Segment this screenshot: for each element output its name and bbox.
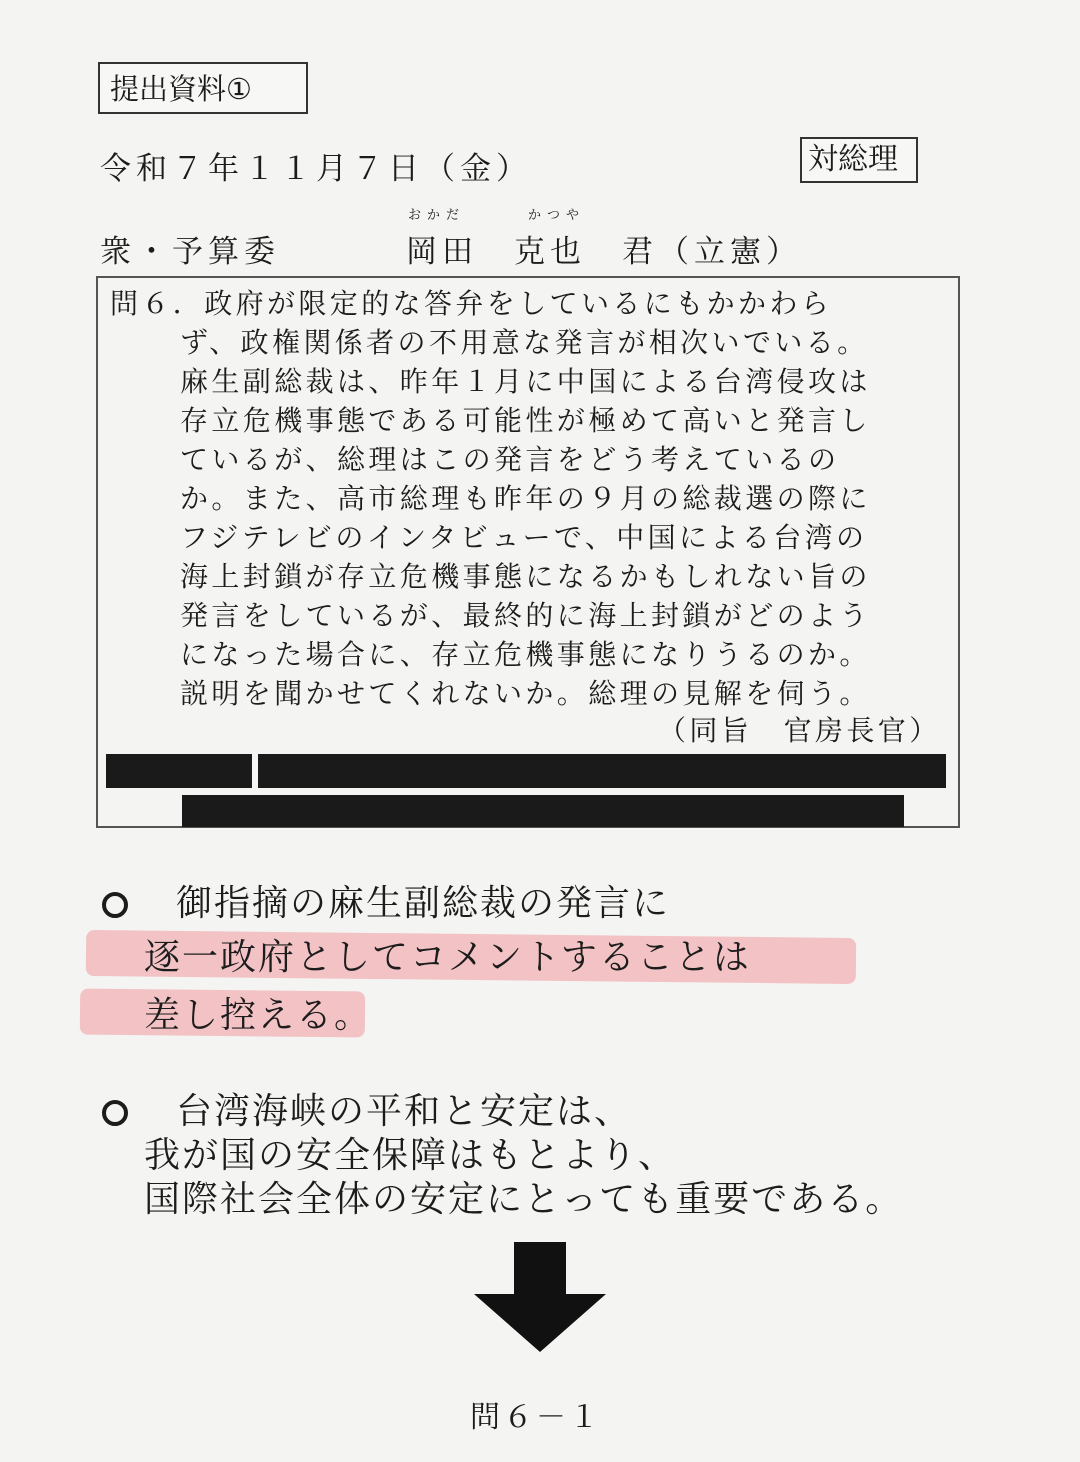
bullet-circle-icon xyxy=(102,1100,128,1126)
redaction-bar xyxy=(106,754,252,788)
next-page-label: 問６－１ xyxy=(470,1400,602,1435)
question-line: か。また、高市総理も昨年の９月の総裁選の際に xyxy=(180,482,871,515)
bullet-circle-icon xyxy=(102,892,128,918)
document-label: 提出資料① xyxy=(98,62,308,114)
document-date: 令和７年１１月７日（金） xyxy=(100,151,532,187)
question-line: 発言をしているが、最終的に海上封鎖がどのよう xyxy=(180,599,871,632)
member-ruby-family: おかだ xyxy=(408,208,466,223)
answer-line: 台湾海峡の平和と安定は、 xyxy=(176,1091,633,1132)
down-arrow-icon xyxy=(470,1242,610,1354)
answer-line: 差し控える。 xyxy=(144,995,373,1036)
question-box xyxy=(96,276,960,828)
answer-point-2 xyxy=(102,1091,633,1132)
question-line: 存立危機事態である可能性が極めて高いと発言し xyxy=(180,404,871,437)
answer-line: 我が国の安全保障はもとより、 xyxy=(144,1135,677,1176)
answer-line: 逐一政府としてコメントすることは xyxy=(144,937,751,978)
answer-point-1 xyxy=(102,883,671,924)
question-line: 説明を聞かせてくれないか。総理の見解を伺う。 xyxy=(180,677,871,710)
also-addressed: （同旨 官房長官） xyxy=(658,714,941,747)
question-line: 問６．政府が限定的な答弁をしているにもかかわら xyxy=(110,287,833,320)
question-line: フジテレビのインタビューで、中国による台湾の xyxy=(180,521,868,554)
question-line: ているが、総理はこの発言をどう考えているの xyxy=(180,443,840,476)
committee-label: 衆・予算委 xyxy=(100,234,280,270)
redaction-bar xyxy=(258,754,946,788)
member-name: 岡田 克也 君（立憲） xyxy=(406,234,802,270)
redaction-bar xyxy=(182,795,904,827)
question-line: 麻生副総裁は、昨年１月に中国による台湾侵攻は xyxy=(180,365,871,398)
question-line: ず、政権関係者の不用意な発言が相次いでいる。 xyxy=(180,326,869,359)
answer-line: 国際社会全体の安定にとっても重要である。 xyxy=(144,1179,904,1220)
member-ruby-given: かつや xyxy=(528,208,586,223)
question-line: になった場合に、存立危機事態になりうるのか。 xyxy=(180,638,871,671)
target-label: 対総理 xyxy=(800,137,918,183)
answer-line: 御指摘の麻生副総裁の発言に xyxy=(176,883,671,924)
question-line: 海上封鎖が存立危機事態になるかもしれない旨の xyxy=(180,560,871,593)
